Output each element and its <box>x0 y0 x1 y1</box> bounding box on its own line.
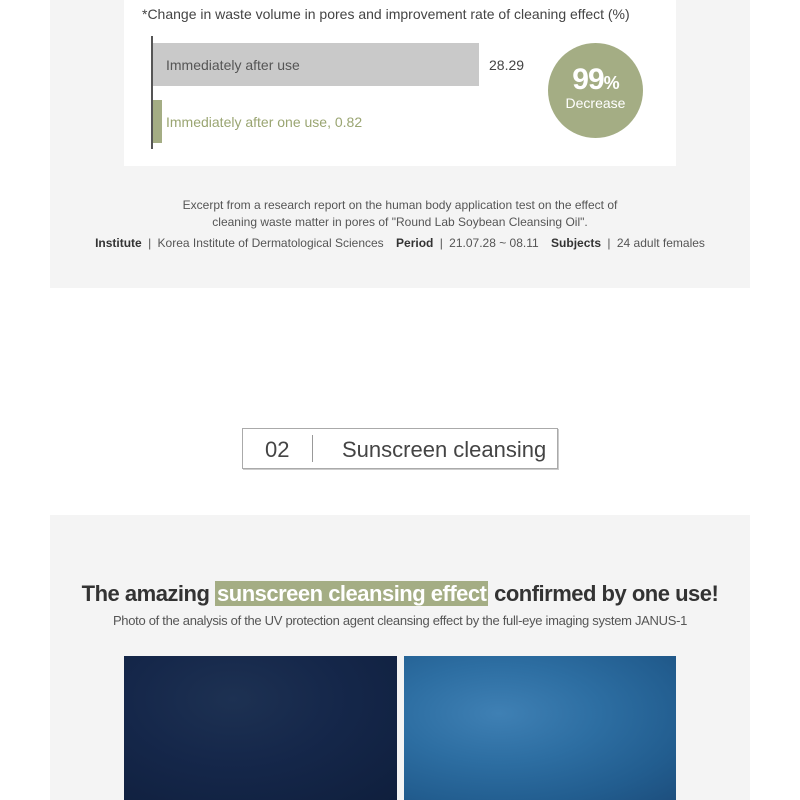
subjects-value: 24 adult females <box>616 236 705 250</box>
waste-volume-chart <box>124 0 676 166</box>
separator: | <box>607 236 611 250</box>
section-heading <box>242 428 558 469</box>
section-number: 02 <box>265 437 290 462</box>
section-title: Sunscreen cleansing <box>342 437 547 462</box>
uv-photo-before <box>124 656 397 800</box>
period-value: 21.07.28 ~ 08.11 <box>449 236 539 250</box>
sunscreen-subline: Photo of the analysis of the UV protection agent cleansing effect by the full-eye imaging system JANUS-1 <box>112 613 688 628</box>
badge-percent <box>548 63 643 97</box>
uv-photo-after <box>404 656 676 800</box>
period-key: Period <box>396 236 434 250</box>
separator: | <box>148 236 152 250</box>
institute-value: Korea Institute of Dermatological Sciences <box>157 236 384 250</box>
separator: | <box>439 236 443 250</box>
source-note-line2: cleaning waste matter in pores of "Round Lab Soybean Cleansing Oil". <box>212 215 588 229</box>
bar-after <box>153 100 162 143</box>
decrease-badge <box>548 43 643 138</box>
headline-highlight: sunscreen cleansing effect <box>217 581 487 606</box>
study-meta <box>50 236 750 250</box>
bar-before-value: 28.29 <box>489 57 525 73</box>
source-note-line1: Excerpt from a research report on the human body application test on the effect of <box>182 198 618 212</box>
badge-value: 99 <box>572 63 604 96</box>
source-note <box>50 197 750 231</box>
research-result-panel <box>50 0 750 288</box>
headline-pre: The amazing <box>81 581 216 606</box>
institute-key: Institute <box>95 236 142 250</box>
chart-caption: *Change in waste volume in pores and improvement rate of cleaning effect (%) <box>142 6 630 22</box>
sunscreen-panel <box>50 515 750 800</box>
bar-after-label: Immediately after one use, 0.82 <box>166 114 363 130</box>
subjects-key: Subjects <box>551 236 602 250</box>
bar-before-label: Immediately after use <box>166 57 300 73</box>
headline-post: confirmed by one use! <box>488 581 719 606</box>
sunscreen-headline <box>50 581 750 607</box>
badge-unit: % <box>603 73 619 93</box>
badge-label: Decrease <box>565 95 626 111</box>
section-divider <box>312 435 313 462</box>
